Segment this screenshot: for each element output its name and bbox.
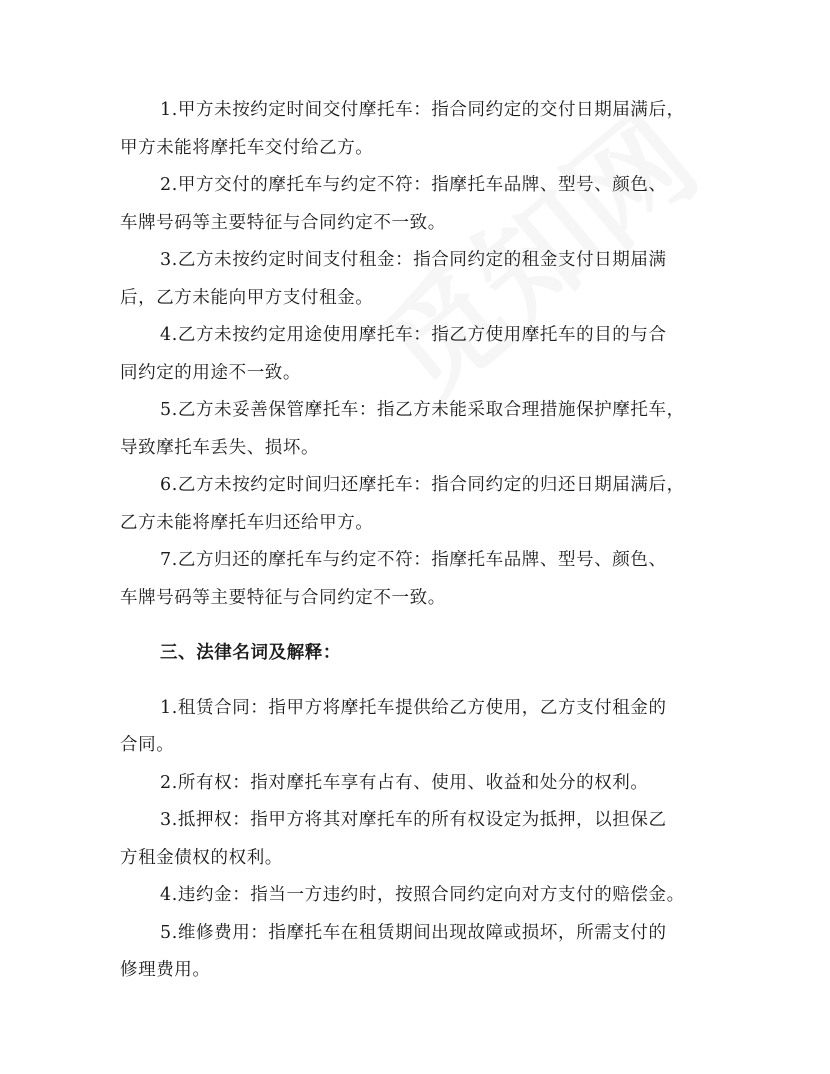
- breach-item-2: [120, 167, 732, 242]
- paragraph-line: 1.甲方未按约定时间交付摩托车：指合同约定的交付日期届满后，: [160, 100, 685, 120]
- paragraph-line: 后，乙方未能向甲方支付租金。: [120, 287, 374, 308]
- paragraph-line: 2.所有权：指对摩托车享有占有、使用、收益和处分的权利。: [160, 772, 649, 793]
- breach-item-6: [120, 467, 732, 542]
- legal-term-5: [120, 915, 732, 990]
- paragraph-line: 6.乙方未按约定时间归还摩托车：指合同约定的归还日期届满后，: [160, 475, 685, 495]
- paragraph-line: 乙方未能将摩托车归还给甲方。: [120, 512, 374, 533]
- paragraph-line: 修理费用。: [120, 960, 211, 980]
- paragraph-line: 甲方未能将摩托车交付给乙方。: [120, 137, 374, 158]
- document-body: [120, 92, 732, 990]
- paragraph-line: 同约定的用途不一致。: [120, 362, 301, 383]
- breach-item-4: [120, 317, 732, 392]
- legal-term-3: [120, 802, 732, 877]
- legal-term-4: [120, 877, 732, 915]
- paragraph-line: 5.乙方未妥善保管摩托车：指乙方未能采取合理措施保护摩托车，: [160, 400, 685, 420]
- paragraph-line: 4.乙方未按约定用途使用摩托车：指乙方使用摩托车的目的与合: [160, 325, 667, 345]
- section-heading: 三、法律名词及解释：: [160, 642, 341, 663]
- breach-item-3: [120, 242, 732, 317]
- paragraph-line: 方租金债权的权利。: [120, 847, 283, 868]
- paragraph-line: 4.违约金：指当一方违约时，按照合同约定向对方支付的赔偿金。: [160, 885, 685, 905]
- paragraph-line: 2.甲方交付的摩托车与约定不符：指摩托车品牌、型号、颜色、: [160, 175, 667, 195]
- breach-item-5: [120, 392, 732, 467]
- paragraph-line: 合同。: [120, 735, 175, 755]
- breach-item-7: [120, 542, 732, 617]
- paragraph-line: 5.维修费用：指摩托车在租赁期间出现故障或损坏，所需支付的: [160, 922, 667, 943]
- paragraph-line: 车牌号码等主要特征与合同约定不一致。: [120, 212, 446, 233]
- legal-term-1: [120, 690, 732, 765]
- legal-term-2: [120, 765, 732, 803]
- breach-item-1: [120, 92, 732, 167]
- paragraph-line: 3.乙方未按约定时间支付租金：指合同约定的租金支付日期届满: [160, 250, 667, 270]
- paragraph-line: 3.抵押权：指甲方将其对摩托车的所有权设定为抵押，以担保乙: [160, 810, 667, 830]
- paragraph-line: 导致摩托车丢失、损坏。: [120, 437, 320, 458]
- paragraph-line: 7.乙方归还的摩托车与约定不符：指摩托车品牌、型号、颜色、: [160, 550, 667, 570]
- paragraph-line: 车牌号码等主要特征与合同约定不一致。: [120, 587, 446, 608]
- paragraph-line: 1.租赁合同：指甲方将摩托车提供给乙方使用，乙方支付租金的: [160, 697, 667, 718]
